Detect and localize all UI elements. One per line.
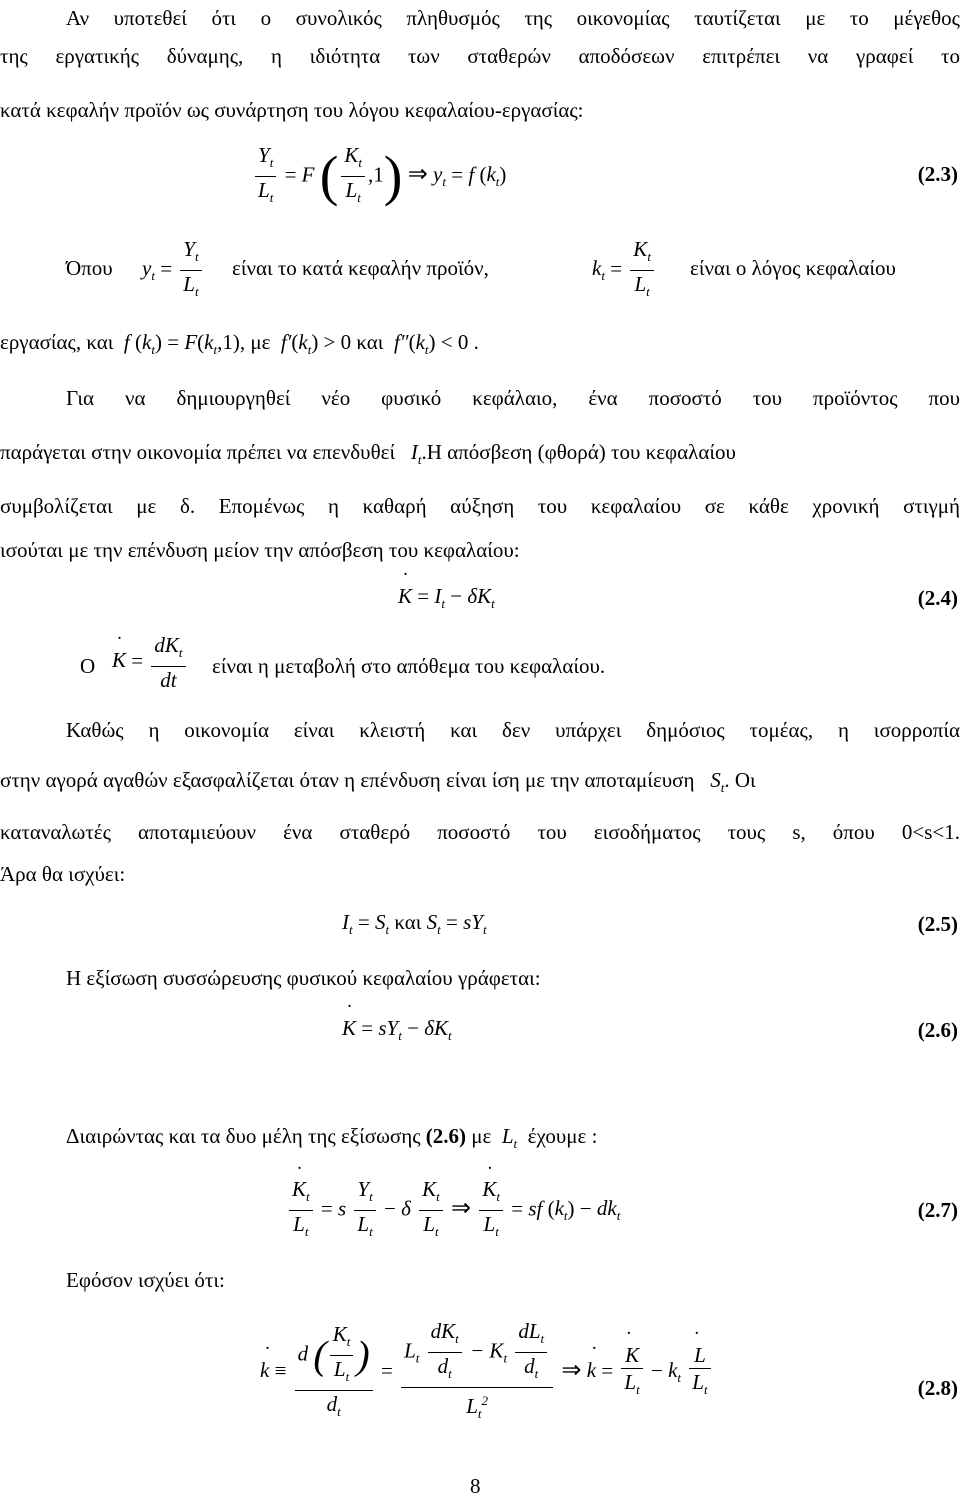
equation-2-5-kai: και (394, 910, 422, 934)
paragraph-4: Η εξίσωση συσσώρευσης φυσικού κεφαλαίου γράφεται: (66, 966, 541, 990)
equation-number-2-3: (2.3) (917, 162, 958, 186)
equation-number-2-4: (2.4) (917, 586, 958, 610)
equation-number-2-8: (2.8) (917, 1376, 958, 1400)
paragraph-5-text-a: Διαιρώντας και τα δυο μέλη της εξίσωσης (66, 1124, 421, 1148)
opou-label: Όπου (66, 256, 113, 280)
equation-number-2-7: (2.7) (917, 1198, 958, 1222)
equation-2-6: ˙ $K = sY_t - \delta K_t$ (342, 1016, 452, 1044)
equation-2-4: ˙ $K = I_t - \delta K_t$ (398, 584, 495, 612)
paragraph-2-line-2-text-b: .Η απόσβεση (φθορά) του κεφαλαίου (421, 440, 736, 464)
efoson-text: Εφόσον ισχύει ότι: (66, 1268, 225, 1292)
paragraph-2-line-4: ισούται με την επένδυση μείον την απόσβεση του κεφαλαίου: (0, 538, 520, 562)
paragraph-2-line-2-text-a: παράγεται στην οικονομία πρέπει να επενδυθεί (0, 440, 396, 464)
paragraph-3-line-3: καταναλωτές αποταμιεύουν ένα σταθερό ποσοστό του εισοδήματος τους s, όπου 0<s<1. (0, 820, 960, 844)
me-text: , με (239, 330, 271, 354)
kdot-definition-formula: ˙ K = $\frac{dK_t}{dt}$ (112, 632, 189, 693)
o-label: Ο (80, 654, 96, 678)
kdot-definition-text: είναι η μεταβολή στο απόθεμα του κεφαλαίου. (212, 654, 606, 678)
paragraph-3-line-1: Καθώς η οικονομία είναι κλειστή και δεν υπάρχει δημόσιος τομέας, η ισορροπία (66, 718, 960, 742)
paragraph-3-line-2-text-a: στην αγορά αγαθών εξασφαλίζεται όταν η επένδυση είναι ίση με την αποταμίευση (0, 768, 695, 792)
ergasias-text: εργασίας, και (0, 330, 114, 354)
equation-2-8: ˙ k ≡ d ( $\frac{K_t}{L_t}$ ) $d_t$ = $L_t$ $\frac{dK_t}{d_t}$ − $K_t$ $\frac{dL_t}{d_t}$ $L_t^2$ ⇒ ˙ k = ˙ $\frac{K}{L_t}$ − $k_t$ ˙ $\frac{L}{L_t}$ (260, 1318, 714, 1427)
paragraph-1-line-1: Αν υποτεθεί ότι ο συνολικός πληθυσμός της οικονομίας ταυτίζεται με το μέγεθος (66, 6, 960, 30)
paragraph-2-line-2: παράγεται στην οικονομία πρέπει να επενδυθεί $I_t.H$ απόσβεση (φθορά) του κεφαλαίου (0, 440, 736, 467)
paragraph-1-line-2: της εργατικής δύναμης, η ιδιότητα των σταθερών αποδόσεων επιτρέπει να γραφεί το (0, 44, 960, 68)
equation-2-5: $I_t = S_t$ και $S_t = sY_t$ (342, 910, 487, 937)
paragraph-3-line-4: Άρα θα ισχύει: (0, 862, 126, 886)
y-definition-text: είναι το κατά κεφαλήν προϊόν, (232, 256, 489, 280)
y-definition-formula: $y_t$ = $\frac{Y_t}{L_t}$ (142, 236, 205, 305)
conditions-line: εργασίας, και f $(k_t) = F(k_t,1)$, με $f'(k_t) > 0$ και $f''(k_t) < 0$ . (0, 330, 479, 357)
equation-number-2-5: (2.5) (917, 912, 958, 936)
kai-text: και (356, 330, 384, 354)
paragraph-3-line-2: στην αγορά αγαθών εξασφαλίζεται όταν η επένδυση είναι ίση με την αποταμίευση $S_t$. Οι (0, 768, 756, 795)
paragraph-5-text-d: έχουμε : (527, 1124, 598, 1148)
paragraph-3-line-2-text-b: . Οι (724, 768, 756, 792)
equation-2-7: ˙ $\frac{K_t}{L_t}$ = s $\frac{Y_t}{L_t}$ − δ $\frac{K_t}{L_t}$ ⇒ ˙ $\frac{K_t}{L_t}$ = sf $(k_t) - dk_t$ (286, 1176, 620, 1245)
paragraph-2-line-3: συμβολίζεται με δ. Επομένως η καθαρή αύξηση του κεφαλαίου σε κάθε χρονική στιγμή (0, 494, 960, 518)
k-definition-text: είναι ο λόγος κεφαλαίου (690, 256, 896, 280)
paragraph-2-line-1: Για να δημιουργηθεί νέο φυσικό κεφάλαιο, ένα ποσοστό του προϊόντος που (66, 386, 960, 410)
paragraph-5-equation-ref: (2.6) (425, 1124, 467, 1148)
page-number: 8 (470, 1474, 481, 1498)
k-definition-formula: $k_t$ = $\frac{K_t}{L_t}$ (592, 236, 657, 305)
equation-number-2-6: (2.6) (917, 1018, 958, 1042)
paragraph-5-text-c: με (471, 1124, 492, 1148)
paragraph-5: Διαιρώντας και τα δυο μέλη της εξίσωσης (2.6) με $L_t$ έχουμε : (66, 1124, 598, 1151)
paragraph-1-line-3: κατά κεφαλήν προϊόν ως συνάρτηση του λόγου κεφαλαίου-εργασίας: (0, 98, 584, 122)
equation-2-3: $\frac{Y_t}{L_t}$ = F ( $\frac{K_t}{L_t}$ ,1) ⇒ $y_t = f$ $(k_t)$ (252, 142, 506, 211)
